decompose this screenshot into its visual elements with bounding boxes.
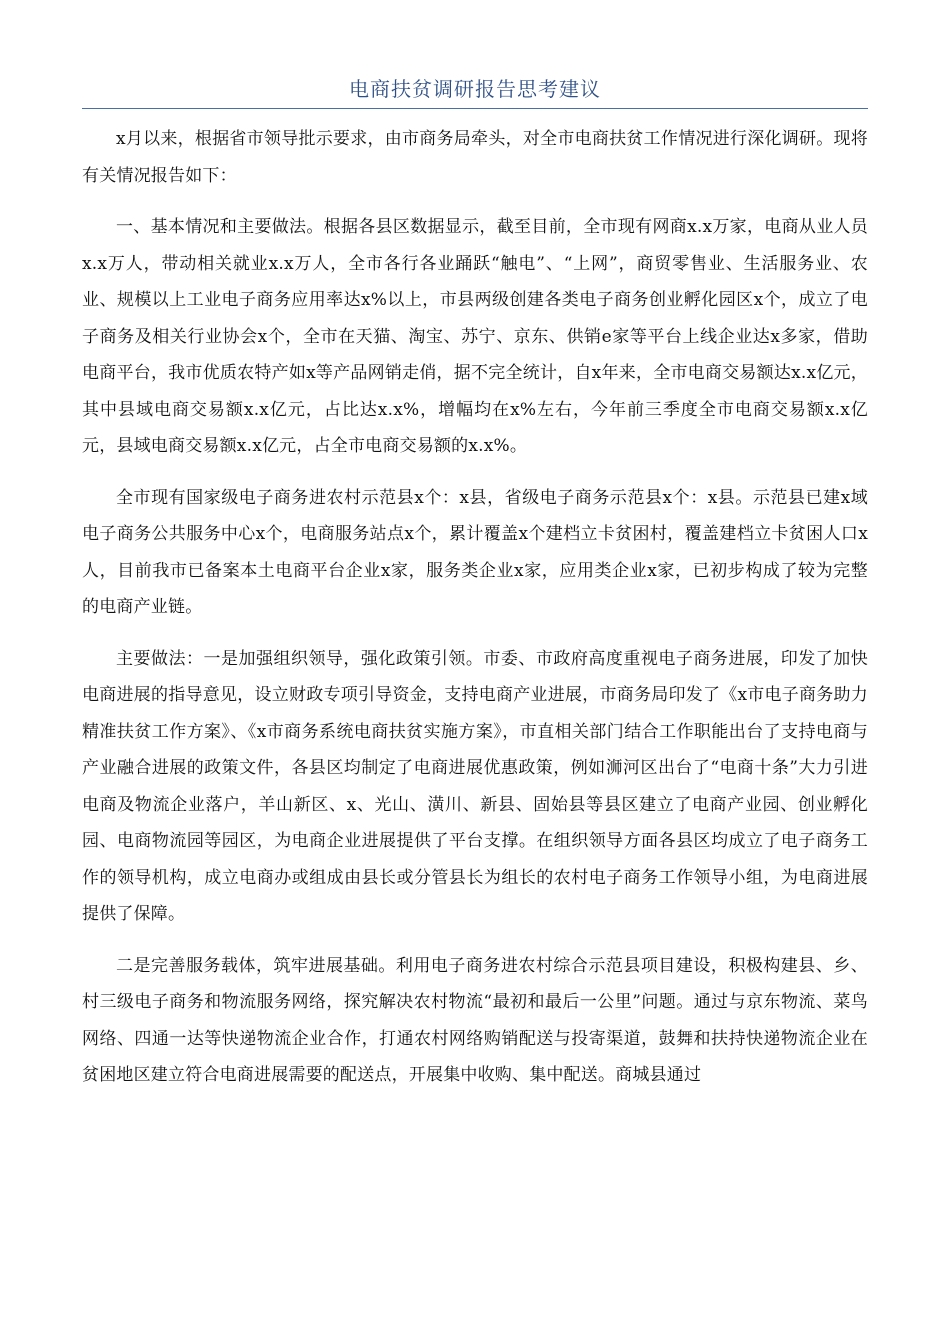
- document-page: [82, 72, 868, 1094]
- paragraph-main-practices: 主要做法：一是加强组织领导，强化政策引领。市委、市政府高度重视电子商务进展，印发了加快电商进展的指导意见，设立财政专项引导资金，支持电商产业进展，市商务局印发了《x市电子商务助力精准扶贫工作方案》、《x市商务系统电商扶贫实施方案》，市直相关部门结合工作职能出台了支持电商与产业融合进展的政策文件，各县区均制定了电商进展优惠政策，例如浉河区出台了“电商十条”大力引进电商及物流企业落户，羊山新区、x、光山、潢川、新县、固始县等县区建立了电商产业园、创业孵化园、电商物流园等园区，为电商企业进展提供了平台支撑。在组织领导方面各县区均成立了电子商务工作的领导机构，成立电商办或组成由县长或分管县长为组长的农村电子商务工作领导小组，为电商进展提供了保障。: [82, 648, 868, 924]
- paragraph-intro: x月以来，根据省市领导批示要求，由市商务局牵头，对全市电商扶贫工作情况进行深化调研。现将有关情况报告如下：: [82, 129, 868, 186]
- paragraph-basic-situation: 一、基本情况和主要做法。根据各县区数据显示，截至目前，全市现有网商x.x万家，电商从业人员x.x万人，带动相关就业x.x万人，全市各行各业踊跃“触电”、“上网”，商贸零售业、生活服务业、农业、规模以上工业电子商务应用率达x%以上，市县两级创建各类电子商务创业孵化园区x个，成立了电子商务及相关行业协会x个，全市在天猫、淘宝、苏宁、京东、供销e家等平台上线企业达x多家，借助电商平台，我市优质农特产如x等产品网销走俏，据不完全统计，自x年来，全市电商交易额达x.x亿元，其中县域电商交易额x.x亿元，占比达x.x%，增幅均在x%左右，今年前三季度全市电商交易额x.x亿元，县域电商交易额x.x亿元，占全市电商交易额的x.x%。: [82, 217, 868, 456]
- paragraph-demonstration-counties: 全市现有国家级电子商务进农村示范县x个：x县，省级电子商务示范县x个：x县。示范县已建x域电子商务公共服务中心x个，电商服务站点x个，累计覆盖x个建档立卡贫困村，覆盖建档立卡贫困人口x人，目前我市已备案本土电商平台企业x家，服务类企业x家，应用类企业x家，已初步构成了较为完整的电商产业链。: [82, 487, 868, 617]
- title-divider: [82, 108, 868, 109]
- document-title: 电商扶贫调研报告思考建议: [349, 77, 601, 101]
- paragraph-service-carriers: 二是完善服务载体，筑牢进展基础。利用电子商务进农村综合示范县项目建设，积极构建县、乡、村三级电子商务和物流服务网络，探究解决农村物流“最初和最后一公里”问题。通过与京东物流、菜鸟网络、四通一达等快递物流企业合作，打通农村网络购销配送与投寄渠道，鼓舞和扶持快递物流企业在贫困地区建立符合电商进展需要的配送点，开展集中收购、集中配送。商城县通过: [82, 955, 868, 1085]
